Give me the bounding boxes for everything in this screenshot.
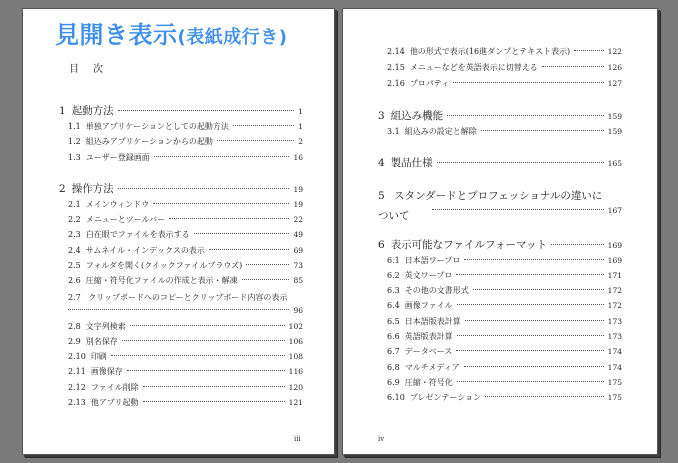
toc-number: 3 [378, 110, 385, 122]
toc-page-number: 122 [607, 47, 622, 56]
page-folio: iii [294, 435, 301, 443]
toc-label: プレゼンテーション [409, 393, 482, 402]
toc-number: 6.1 [387, 256, 400, 265]
toc-page-number: 174 [607, 347, 622, 356]
toc-number: 2.2 [68, 215, 81, 224]
toc-page-number: 19 [293, 185, 303, 194]
toc-section-6-6[interactable] [387, 331, 622, 342]
toc-number: 2.16 [387, 79, 405, 88]
toc-number: 2.9 [68, 337, 81, 346]
toc-label: 他アプリ起動 [90, 398, 139, 407]
toc-section-2-12[interactable] [68, 382, 303, 393]
toc-section-6-9[interactable] [387, 377, 622, 388]
toc-leader [246, 264, 289, 265]
toc-heading: 目次 [69, 64, 117, 75]
toc-page-number: 175 [607, 378, 622, 387]
toc-section-2-14[interactable] [387, 46, 622, 57]
toc-leader [130, 325, 285, 326]
toc-leader [68, 309, 289, 310]
toc-label: 画像保存 [90, 367, 123, 376]
toc-label: ファイル削除 [90, 383, 139, 392]
toc-page-number: 159 [607, 112, 622, 121]
toc-leader [473, 289, 604, 290]
toc-label: メニューなどを英語表示に切替える [409, 63, 538, 72]
toc-leader [118, 188, 290, 189]
toc-leader [122, 340, 285, 341]
toc-page-number: 159 [607, 127, 622, 136]
toc-chapter-4[interactable] [378, 155, 622, 170]
toc-page-number: 120 [288, 383, 303, 392]
toc-section-1-2[interactable] [68, 136, 303, 147]
toc-page-number: 2 [298, 137, 303, 146]
toc-section-2-6[interactable] [68, 275, 303, 286]
toc-label: 印刷 [90, 352, 107, 361]
toc-number: 5 [378, 190, 385, 202]
toc-leader [194, 233, 290, 234]
toc-label: 操作方法 [71, 183, 114, 195]
toc-chapter-3[interactable] [378, 108, 622, 123]
toc-label: プロパティ [409, 79, 450, 88]
toc-section-1-1[interactable] [68, 121, 303, 132]
left-page [22, 8, 335, 455]
toc-number: 6.2 [387, 271, 400, 280]
toc-number: 1.3 [68, 153, 81, 162]
toc-number: 1 [59, 105, 66, 117]
toc-leader [485, 396, 604, 397]
toc-label: その他の文書形式 [404, 286, 469, 295]
toc-page-number: 169 [607, 241, 622, 250]
toc-section-6-10[interactable] [387, 392, 622, 403]
toc-leader [465, 320, 604, 321]
toc-number: 2.5 [68, 261, 81, 270]
toc-leader [456, 274, 603, 275]
toc-label: 英文ワープロ [404, 271, 453, 280]
toc-section-2-16[interactable] [387, 78, 622, 89]
toc-label: 組込み機能 [390, 110, 444, 122]
view-title-main: 見開き表示 [55, 21, 178, 49]
toc-section-2-13[interactable] [68, 397, 303, 408]
toc-number: 2.6 [68, 276, 81, 285]
toc-label: メインウィンドウ [85, 200, 150, 209]
toc-label: 英語版表計算 [404, 332, 453, 341]
toc-label: 文字列検索 [85, 322, 126, 331]
toc-label: 日本語ワープロ [404, 256, 461, 265]
toc-number: 2.8 [68, 322, 81, 331]
toc-label: 他の形式で表示(16進ダンプとテキスト表示) [409, 47, 571, 56]
toc-leader [143, 401, 285, 402]
toc-section-2-3[interactable] [68, 229, 303, 240]
toc-label: 単独アプリケーションとしての起動方法 [85, 122, 229, 131]
toc-label: 圧縮・符号化ファイルの作成と表示・解凍 [85, 276, 238, 285]
toc-label: ユーザー登録画面 [85, 153, 150, 162]
toc-section-2-5[interactable] [68, 260, 303, 271]
toc-page-number: 165 [607, 159, 622, 168]
toc-number: 2.1 [68, 200, 81, 209]
page-folio: iv [378, 435, 385, 443]
toc-label: 圧縮・符号化 [404, 378, 453, 387]
toc-leader [542, 66, 604, 67]
toc-page-number: 174 [607, 363, 622, 372]
toc-section-6-4[interactable] [387, 300, 622, 311]
toc-section-6-1[interactable] [387, 255, 622, 266]
toc-page-number: 19 [293, 200, 303, 209]
toc-label: 白在眼でファイルを表示する [85, 230, 190, 239]
toc-label: 画像ファイル [404, 301, 453, 310]
toc-label: 表示可能なファイルフォーマット [390, 239, 548, 251]
toc-number: 2.7 [68, 293, 81, 302]
toc-leader [457, 335, 604, 336]
toc-leader [143, 386, 285, 387]
toc-page-number: 1 [298, 122, 303, 131]
toc-leader [464, 366, 604, 367]
toc-page-number: 167 [607, 206, 622, 215]
toc-label: スタンダードとプロフェッショナルの違いについて [378, 190, 603, 222]
toc-section-2-2[interactable] [68, 214, 303, 225]
toc-leader [432, 209, 604, 210]
toc-number: 2.11 [68, 367, 86, 376]
toc-chapter-1[interactable] [59, 103, 303, 118]
toc-number: 2 [59, 183, 66, 195]
toc-number: 6 [378, 239, 385, 251]
toc-leader [457, 381, 604, 382]
toc-section-6-2[interactable] [387, 270, 622, 281]
toc-leader [169, 218, 289, 219]
toc-label: 日本語版表計算 [404, 317, 461, 326]
toc-page-number: 172 [607, 301, 622, 310]
toc-page-number: 85 [293, 276, 303, 285]
toc-label: サムネイル・インデックスの表示 [85, 246, 205, 255]
toc-section-1-3[interactable] [68, 152, 303, 163]
toc-label: データベース [404, 347, 453, 356]
toc-number: 6.8 [387, 363, 400, 372]
right-page [342, 8, 658, 455]
toc-leader [209, 249, 290, 250]
toc-leader [118, 110, 295, 111]
toc-label: マルチメディア [404, 363, 460, 372]
toc-number: 2.10 [68, 352, 86, 361]
toc-section-2-8[interactable] [68, 321, 303, 332]
toc-page-number: 127 [607, 79, 622, 88]
toc-number: 6.6 [387, 332, 400, 341]
toc-leader [111, 355, 285, 356]
toc-number: 2.3 [68, 230, 81, 239]
toc-page-number: 172 [607, 286, 622, 295]
toc-label: メニューとツールバー [85, 215, 166, 224]
toc-page-number: 49 [293, 230, 303, 239]
toc-number: 2.12 [68, 383, 86, 392]
toc-leader [217, 140, 294, 141]
toc-page-number: 22 [293, 215, 303, 224]
toc-page-number: 173 [607, 317, 622, 326]
toc-leader [153, 203, 289, 204]
toc-leader [464, 259, 603, 260]
toc-leader [127, 370, 285, 371]
toc-page-number: 16 [293, 153, 303, 162]
toc-label: クリップボードへのコピーとクリップボード内容の表示 [88, 293, 288, 302]
toc-page-number: 102 [288, 322, 303, 331]
toc-section-6-3[interactable] [387, 285, 622, 296]
toc-section-6-5[interactable] [387, 316, 622, 327]
toc-leader [574, 50, 604, 51]
toc-section-6-8[interactable] [387, 362, 622, 373]
toc-section-2-1[interactable] [68, 199, 303, 210]
toc-leader [437, 162, 604, 163]
toc-number: 6.10 [387, 393, 405, 402]
toc-number: 1.2 [68, 137, 81, 146]
toc-leader [242, 279, 290, 280]
toc-page-number: 175 [607, 393, 622, 402]
toc-label: 起動方法 [71, 105, 114, 117]
toc-number: 3.1 [387, 127, 400, 136]
toc-page-number: 106 [288, 337, 303, 346]
view-title-sub: (表紙成行き) [177, 27, 288, 48]
toc-page-number: 108 [288, 352, 303, 361]
toc-number: 2.13 [68, 398, 86, 407]
toc-number: 6.9 [387, 378, 400, 387]
toc-page-number: 1 [298, 107, 303, 116]
toc-page-number: 126 [607, 63, 622, 72]
toc-label: 組込みアプリケーションからの起動 [85, 137, 213, 146]
toc-leader [456, 350, 603, 351]
toc-page-number: 121 [288, 398, 303, 407]
toc-section-2-15[interactable] [387, 62, 622, 73]
toc-section-2-9[interactable] [68, 336, 303, 347]
toc-number: 2.4 [68, 246, 81, 255]
toc-number: 6.7 [387, 347, 400, 356]
toc-label: 組込みの設定と解除 [404, 127, 477, 136]
toc-leader [233, 125, 294, 126]
toc-page-number: 69 [293, 246, 303, 255]
toc-label: フォルダを開く(クイックファイルブラウズ) [85, 261, 243, 270]
toc-chapter-5[interactable] [378, 186, 622, 222]
toc-number: 4 [378, 157, 385, 169]
toc-page-number: 169 [607, 256, 622, 265]
toc-label: 製品仕様 [390, 157, 433, 169]
toc-number: 2.14 [387, 47, 405, 56]
toc-section-6-7[interactable] [387, 346, 622, 357]
toc-label: 別名保存 [85, 337, 118, 346]
toc-page-number: 96 [293, 306, 303, 315]
toc-number: 6.4 [387, 301, 400, 310]
toc-section-2-10[interactable] [68, 351, 303, 362]
toc-page-number: 73 [293, 261, 303, 270]
toc-leader [154, 156, 290, 157]
view-title [55, 15, 287, 50]
toc-page-number: 171 [607, 271, 622, 280]
toc-number: 2.15 [387, 63, 405, 72]
toc-section-2-4[interactable] [68, 245, 303, 256]
toc-number: 6.5 [387, 317, 400, 326]
toc-page-number: 116 [288, 367, 303, 376]
toc-number: 6.3 [387, 286, 400, 295]
toc-page-number: 173 [607, 332, 622, 341]
toc-section-2-7[interactable] [68, 290, 303, 315]
toc-leader [447, 115, 603, 116]
toc-leader [481, 130, 604, 131]
toc-section-3-1[interactable] [387, 126, 622, 137]
toc-number: 1.1 [68, 122, 81, 131]
toc-chapter-6[interactable] [378, 237, 622, 252]
toc-leader [551, 244, 604, 245]
toc-section-2-11[interactable] [68, 366, 303, 377]
toc-chapter-2[interactable] [59, 181, 303, 196]
toc-leader [457, 304, 604, 305]
toc-leader [453, 82, 603, 83]
